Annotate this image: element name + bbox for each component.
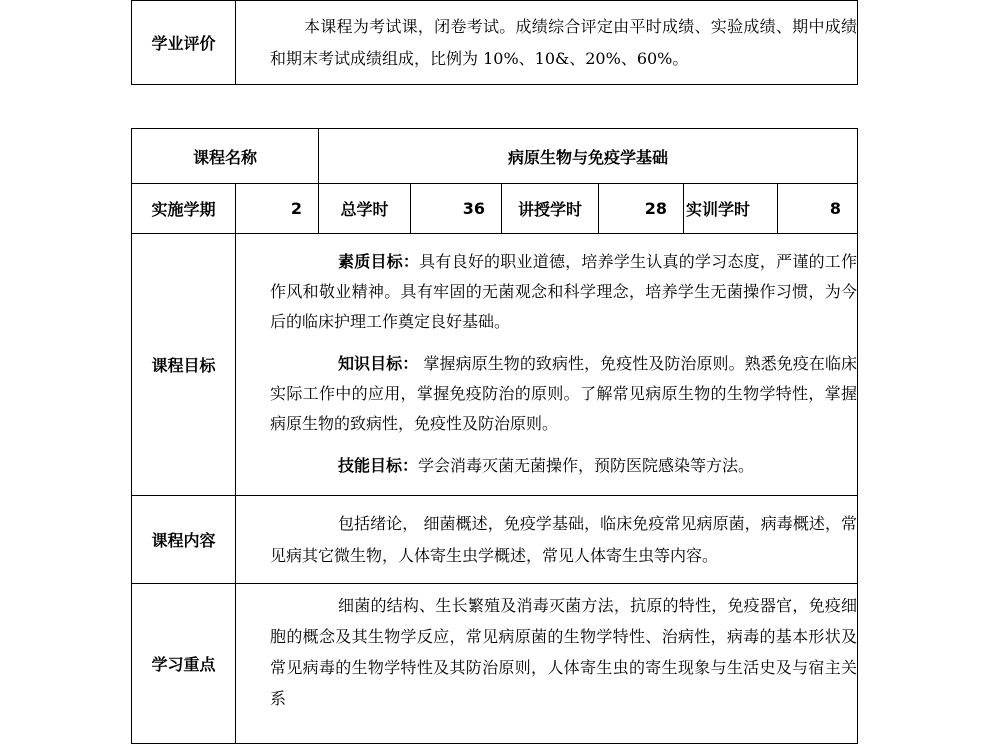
hours-row xyxy=(132,184,858,234)
lecture-hours-label: 讲授学时 xyxy=(502,184,599,234)
skill-objective-text: 学会消毒灭菌无菌操作，预防医院感染等方法。 xyxy=(418,456,755,475)
assessment-table xyxy=(131,0,858,85)
assessment-label: 学业评价 xyxy=(132,1,236,85)
course-table xyxy=(131,128,858,744)
semester-value: 2 xyxy=(236,184,319,234)
focus-text: 细菌的结构、生长繁殖及消毒灭菌方法，抗原的特性，免疫器官，免疫细胞的概念及其生物学反应，常见病原菌的生物学特性、治病性，病毒的基本形状及常见病毒的生物学特性及其防治原则，人体寄生虫的寄生现象与生活史及与宿主关系 xyxy=(270,596,858,708)
knowledge-objective xyxy=(236,349,857,439)
semester-label: 实施学期 xyxy=(132,184,236,234)
content-row xyxy=(132,496,858,584)
assessment-text: 本课程为考试课，闭卷考试。成绩综合评定由平时成绩、实验成绩、期中成绩和期末考试成绩组成，比例为 10%、10&、20%、60%。 xyxy=(270,16,857,68)
content-label: 课程内容 xyxy=(132,496,236,584)
quality-objective-head: 素质目标： xyxy=(338,252,420,271)
focus-row xyxy=(132,584,858,744)
course-name-row xyxy=(132,129,858,184)
practice-hours-value: 8 xyxy=(778,184,858,234)
practice-hours-label: 实训学时 xyxy=(684,184,778,234)
skill-objective-head: 技能目标： xyxy=(338,456,419,475)
course-name-value: 病原生物与免疫学基础 xyxy=(319,129,858,184)
course-name-label: 课程名称 xyxy=(132,129,319,184)
objectives-label: 课程目标 xyxy=(132,234,236,496)
total-hours-value: 36 xyxy=(411,184,502,234)
quality-objective xyxy=(236,247,857,337)
lecture-hours-value: 28 xyxy=(599,184,684,234)
knowledge-objective-head: 知识目标： xyxy=(338,354,419,373)
objectives-row xyxy=(132,234,858,496)
knowledge-objective-text: 掌握病原生物的致病性，免疫性及防治原则。熟悉免疫在临床实际工作中的应用，掌握免疫防治的原则。了解常见病原生物的生物学特性，掌握病原生物的致病性，免疫性及防治原则。 xyxy=(270,354,858,433)
content-text: 包括绪论， 细菌概述，免疫学基础，临床免疫常见病原菌，病毒概述，常见病其它微生物，人体寄生虫学概述，常见人体寄生虫等内容。 xyxy=(270,513,858,565)
skill-objective xyxy=(236,451,857,481)
focus-label: 学习重点 xyxy=(132,584,236,744)
quality-objective-text: 具有良好的职业道德，培养学生认真的学习态度，严谨的工作作风和敬业精神。具有牢固的无菌观念和科学理念，培养学生无菌操作习惯，为今后的临床护理工作奠定良好基础。 xyxy=(270,252,858,331)
total-hours-label: 总学时 xyxy=(319,184,411,234)
